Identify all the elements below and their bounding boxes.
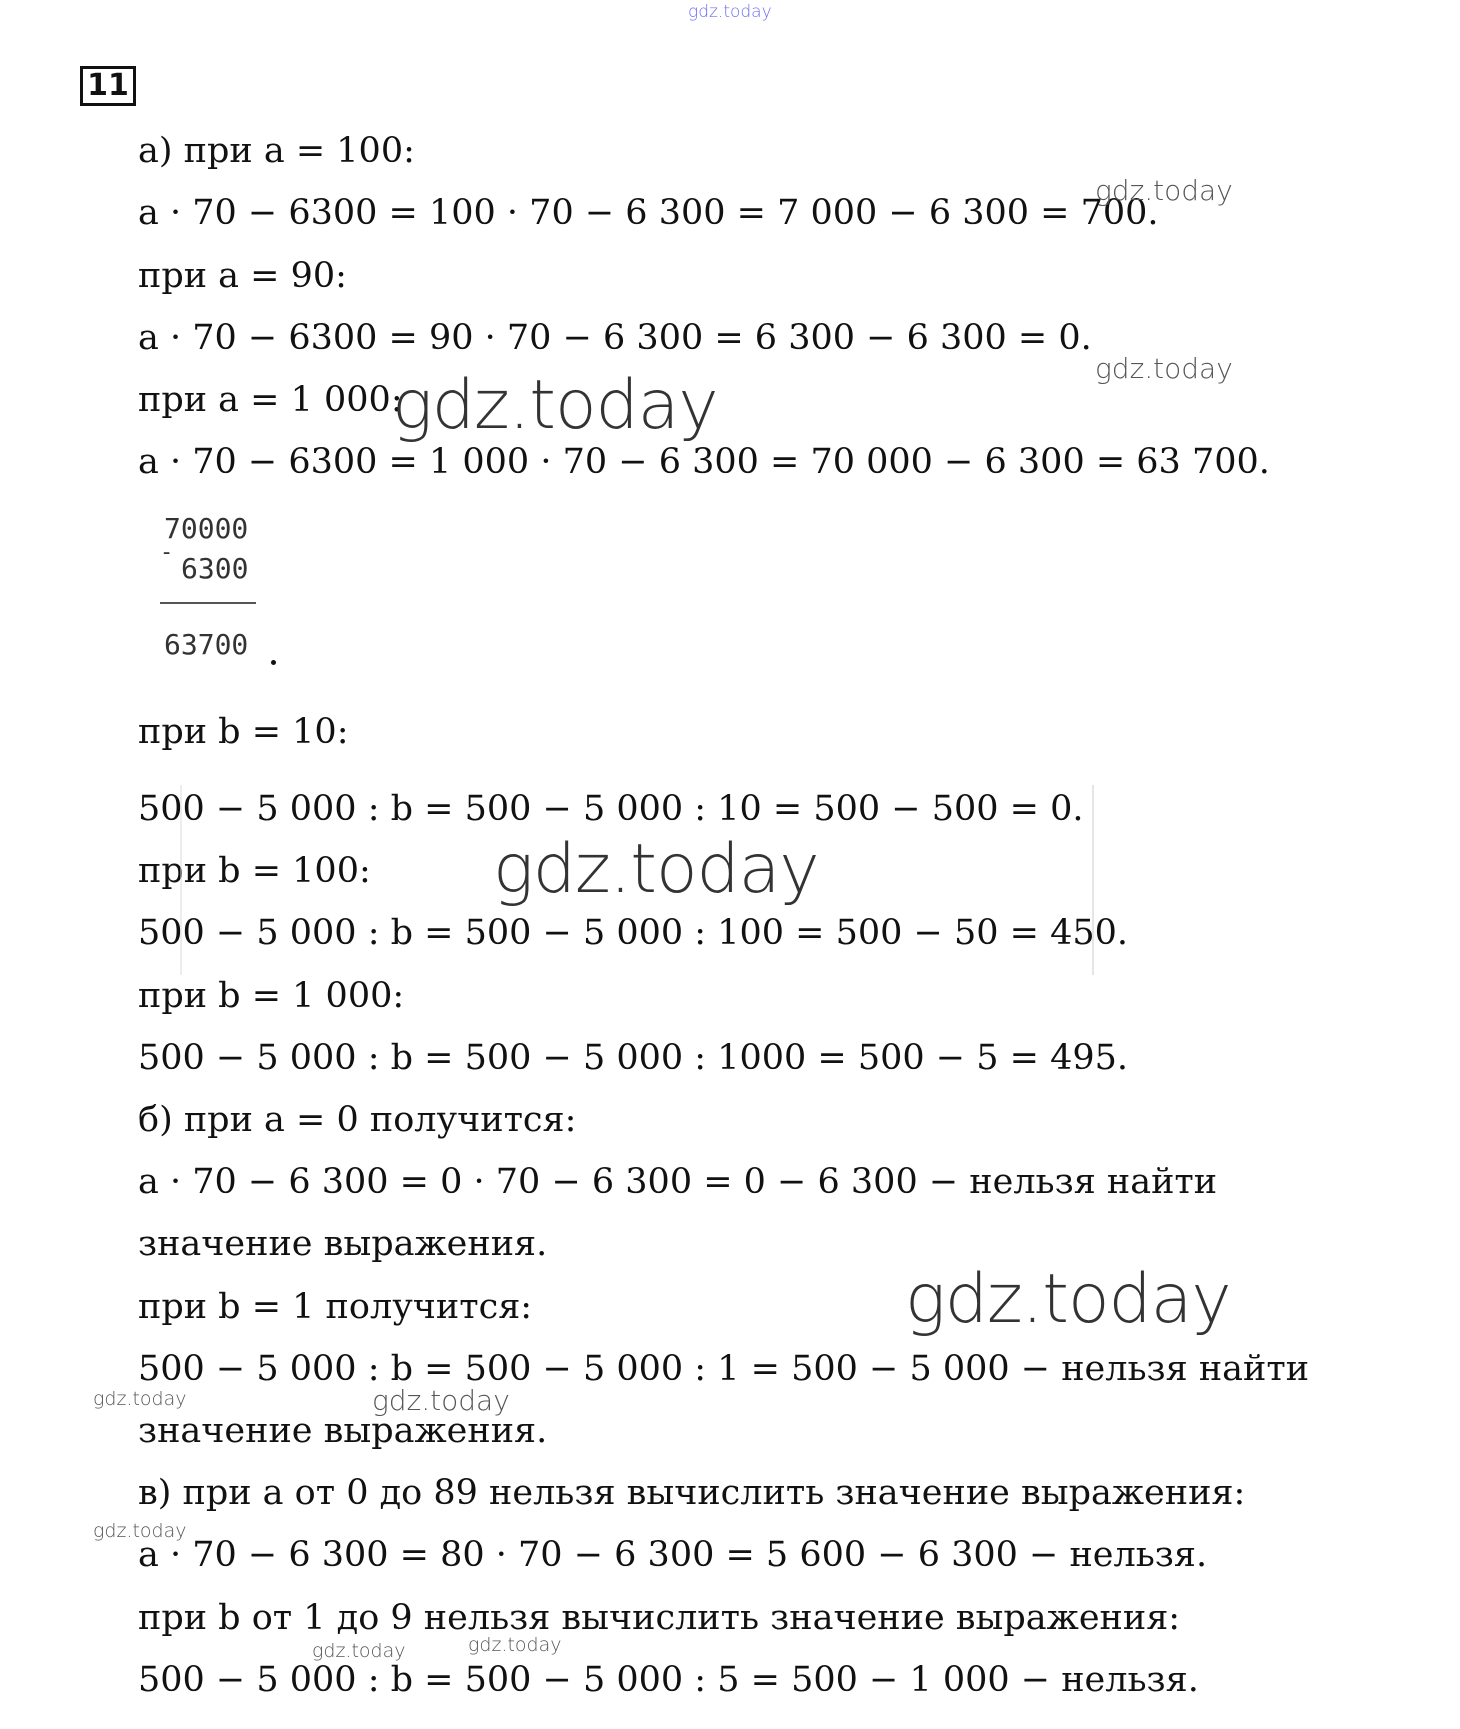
problem-number: 11 bbox=[80, 66, 136, 106]
watermark: gdz.today bbox=[688, 2, 772, 22]
minus-sign: - bbox=[160, 540, 174, 565]
text-line: в) при a от 0 до 89 нельзя вычислить значение выражения: bbox=[138, 1473, 1246, 1513]
minuend: 70000 bbox=[164, 512, 249, 545]
text-line: 500 − 5 000 : b = 500 − 5 000 : 5 = 500 − 1 000 − нельзя. bbox=[138, 1660, 1199, 1700]
watermark: gdz.today bbox=[905, 1260, 1231, 1339]
text-line: a · 70 − 6 300 = 0 · 70 − 6 300 = 0 − 6 300 − нельзя найти bbox=[138, 1162, 1218, 1202]
subtrahend: 6300 bbox=[181, 552, 249, 585]
watermark: gdz.today bbox=[93, 1520, 187, 1542]
watermark: gdz.today bbox=[93, 1388, 187, 1410]
watermark: gdz.today bbox=[392, 366, 718, 445]
watermark: gdz.today bbox=[1095, 174, 1233, 207]
text-line: при a = 1 000: bbox=[138, 380, 403, 420]
watermark: gdz.today bbox=[468, 1634, 562, 1656]
text-line: при b = 10: bbox=[138, 712, 349, 752]
text-line: a · 70 − 6 300 = 80 · 70 − 6 300 = 5 600 − 6 300 − нельзя. bbox=[138, 1535, 1208, 1575]
text-line: при a = 90: bbox=[138, 256, 347, 296]
text-line: при b = 1 000: bbox=[138, 976, 405, 1016]
period-mark bbox=[271, 660, 276, 665]
text-line: а) при a = 100: bbox=[138, 131, 415, 171]
result-rule bbox=[160, 602, 256, 604]
text-line: б) при a = 0 получится: bbox=[138, 1100, 577, 1140]
text-line: 500 − 5 000 : b = 500 − 5 000 : 100 = 500 − 50 = 450. bbox=[138, 913, 1129, 953]
text-line: a · 70 − 6300 = 100 · 70 − 6 300 = 7 000 − 6 300 = 700. bbox=[138, 193, 1159, 233]
text-line: значение выражения. bbox=[138, 1411, 548, 1451]
watermark: gdz.today bbox=[312, 1640, 406, 1662]
text-line: при b = 100: bbox=[138, 851, 371, 891]
watermark: gdz.today bbox=[1095, 352, 1233, 385]
text-line: при b от 1 до 9 нельзя вычислить значение выражения: bbox=[138, 1598, 1181, 1638]
watermark: gdz.today bbox=[372, 1384, 510, 1417]
text-line: a · 70 − 6300 = 90 · 70 − 6 300 = 6 300 − 6 300 = 0. bbox=[138, 318, 1092, 358]
text-line: 500 − 5 000 : b = 500 − 5 000 : 1000 = 500 − 5 = 495. bbox=[138, 1038, 1129, 1078]
watermark: gdz.today bbox=[493, 830, 819, 909]
text-line: 500 − 5 000 : b = 500 − 5 000 : 1 = 500 − 5 000 − нельзя найти bbox=[138, 1349, 1310, 1389]
text-line: при b = 1 получится: bbox=[138, 1287, 533, 1327]
text-line: a · 70 − 6300 = 1 000 · 70 − 6 300 = 70 000 − 6 300 = 63 700. bbox=[138, 442, 1270, 482]
result: 63700 bbox=[164, 628, 249, 661]
text-line: значение выражения. bbox=[138, 1224, 548, 1264]
text-line: 500 − 5 000 : b = 500 − 5 000 : 10 = 500 − 500 = 0. bbox=[138, 789, 1084, 829]
